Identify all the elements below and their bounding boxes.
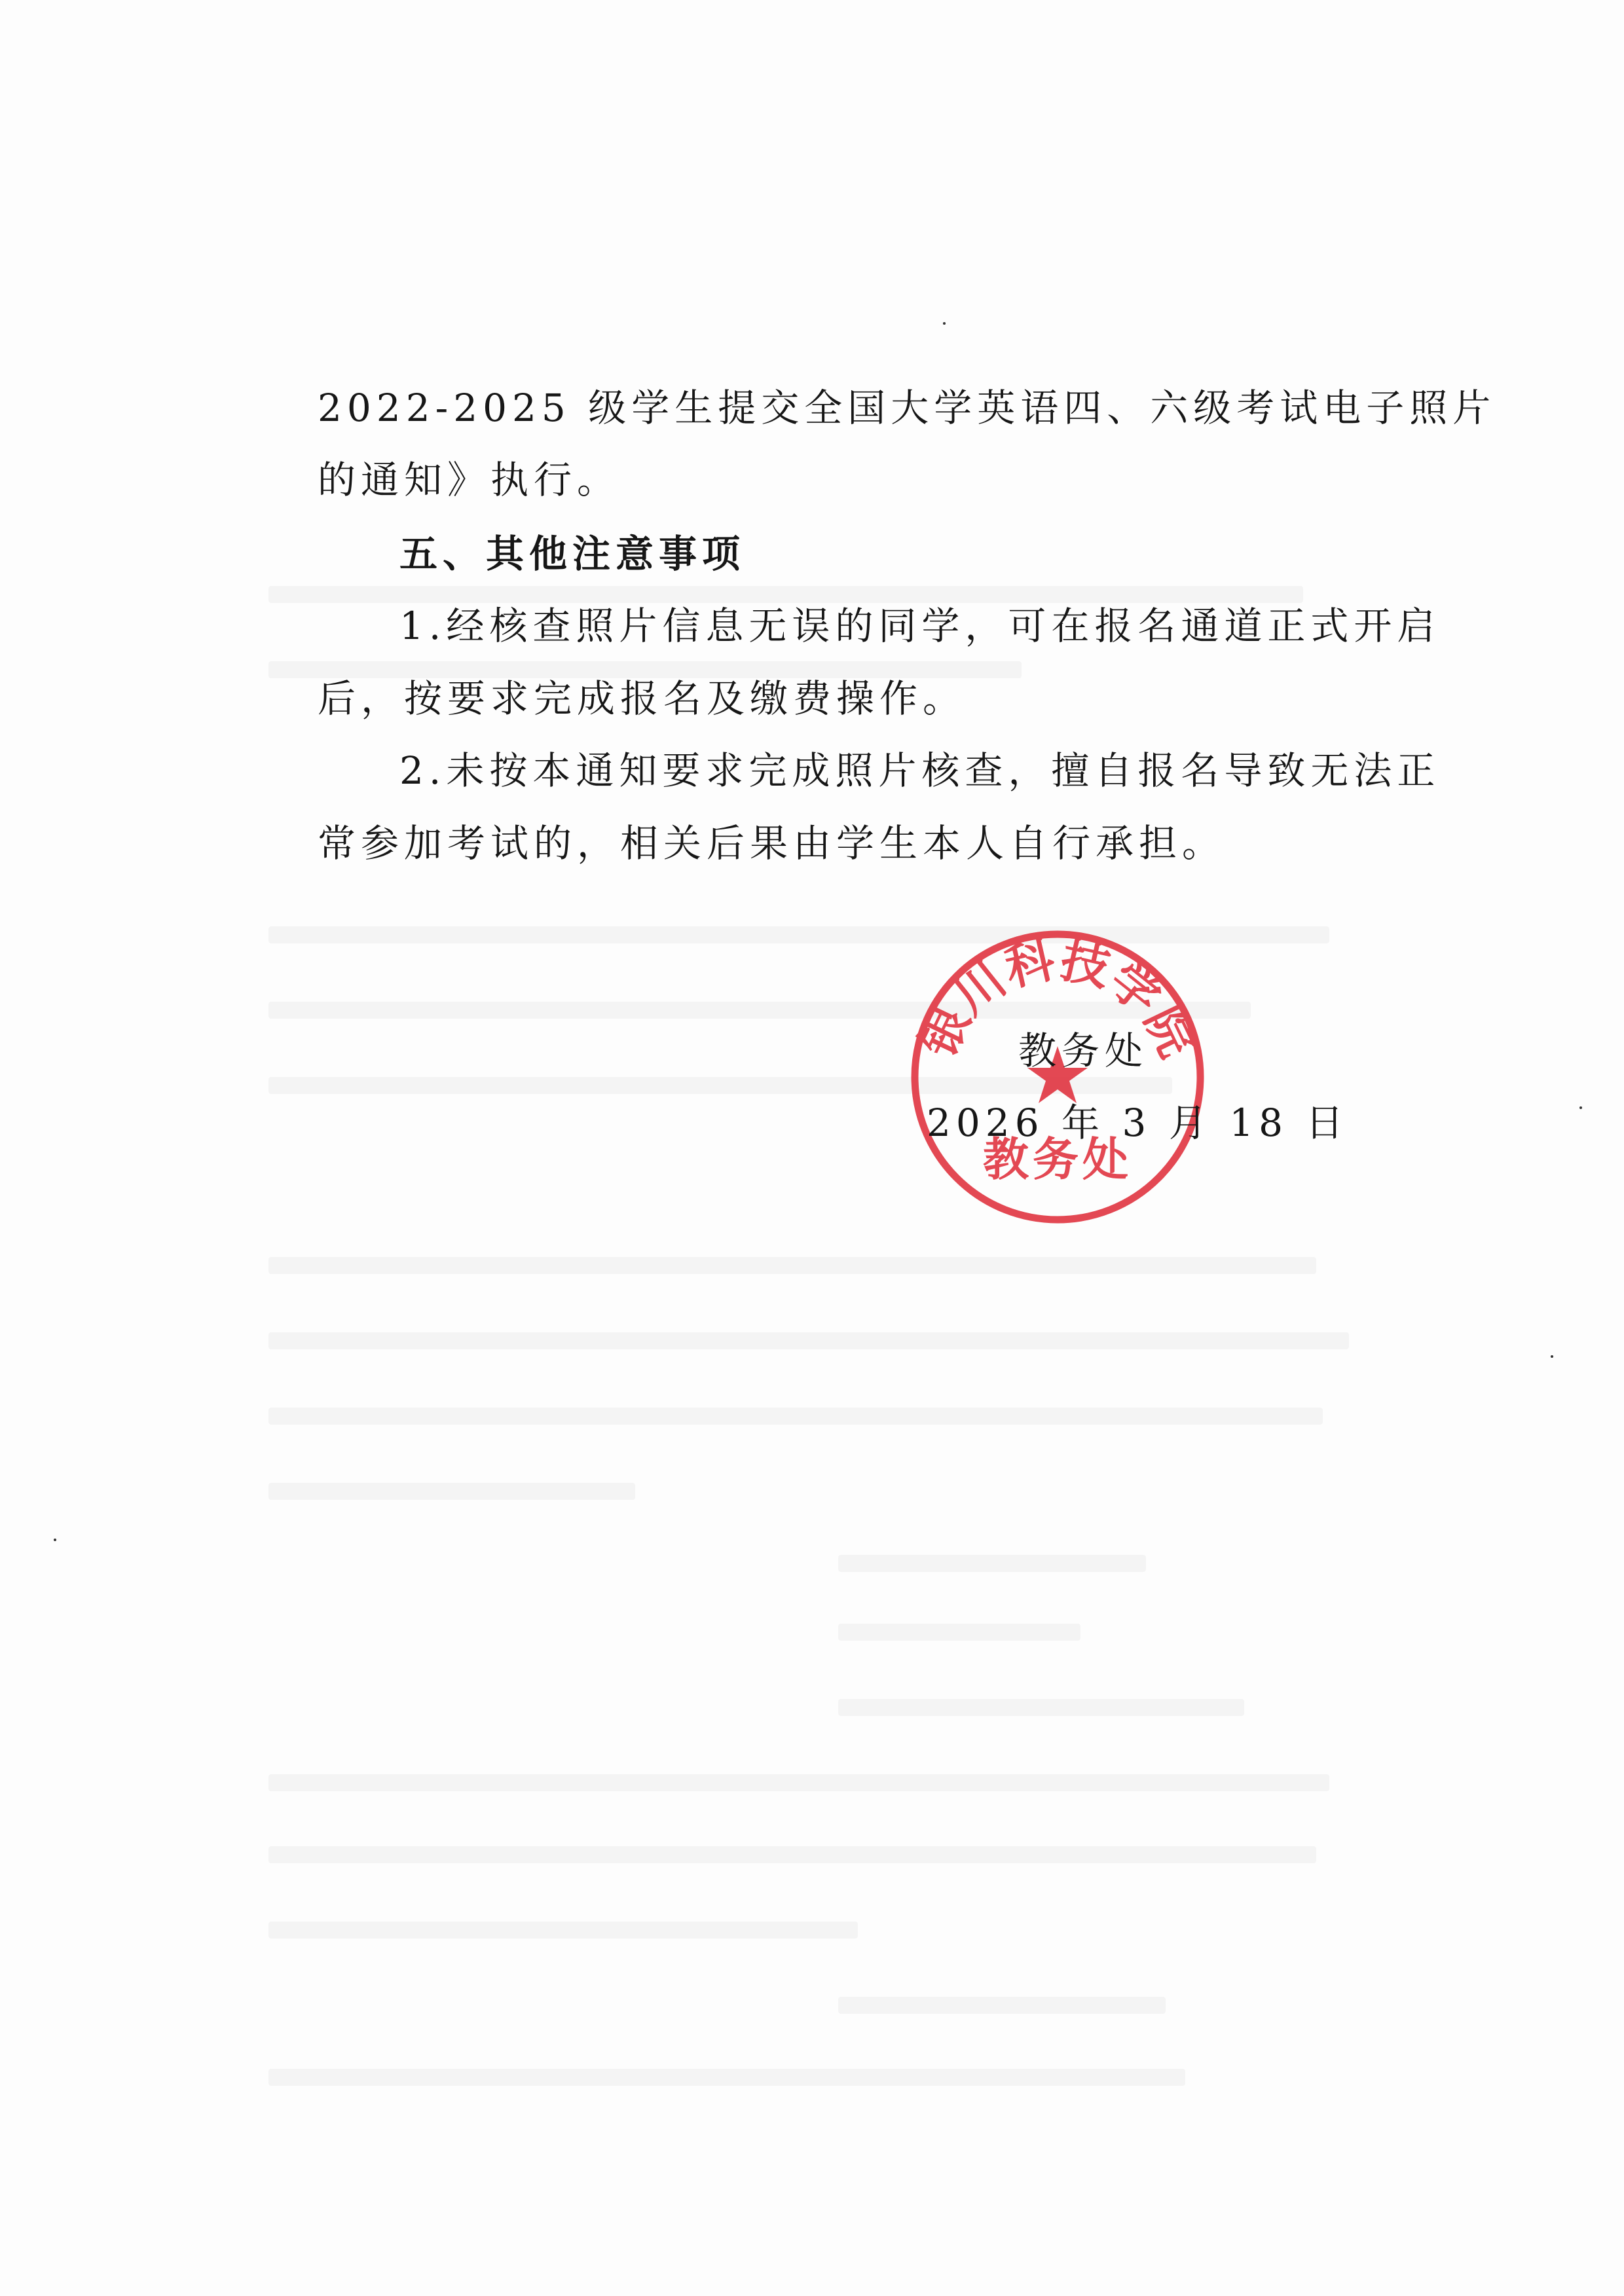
list-item-1-text: 后，按要求完成报名及缴费操作。	[318, 676, 967, 721]
scan-speck	[1551, 1355, 1553, 1358]
scan-speck	[54, 1539, 56, 1541]
bleed-through	[268, 1483, 635, 1500]
bleed-through	[268, 1257, 1316, 1274]
issue-date: 2026 年 3 月 18 日	[927, 1101, 1349, 1145]
bleed-through	[838, 1699, 1244, 1716]
bleed-through	[268, 1922, 858, 1939]
seal-bottom-text: 教务处	[983, 1133, 1132, 1186]
bleed-through	[838, 1555, 1146, 1572]
scan-speck	[943, 322, 946, 325]
body-text-line: 的通知》执行。	[318, 458, 621, 502]
bleed-through	[268, 1332, 1349, 1349]
official-seal	[907, 926, 1208, 1228]
body-text-line: 2022-2025 级学生提交全国大学英语四、六级考试电子照片	[318, 386, 1496, 430]
bleed-through	[268, 1774, 1329, 1791]
bleed-through	[838, 1997, 1166, 2014]
bleed-through	[268, 1408, 1323, 1425]
list-item-2-text: 常参加考试的，相关后果由学生本人自行承担。	[318, 821, 1226, 866]
bleed-through	[838, 1624, 1080, 1641]
scan-speck	[1579, 1106, 1582, 1109]
issuing-office: 教务处	[1018, 1029, 1149, 1073]
seal-arc-text: 银川科技学院	[910, 932, 1206, 1066]
bleed-through	[268, 2069, 1185, 2086]
bleed-through	[268, 1846, 1316, 1863]
list-item-1-text: 1.经核查照片信息无误的同学，可在报名通道正式开启	[399, 604, 1441, 648]
section-heading: 五、其他注意事项	[399, 532, 746, 576]
list-item-2-text: 2.未按本通知要求完成照片核查，擅自报名导致无法正	[399, 748, 1441, 793]
